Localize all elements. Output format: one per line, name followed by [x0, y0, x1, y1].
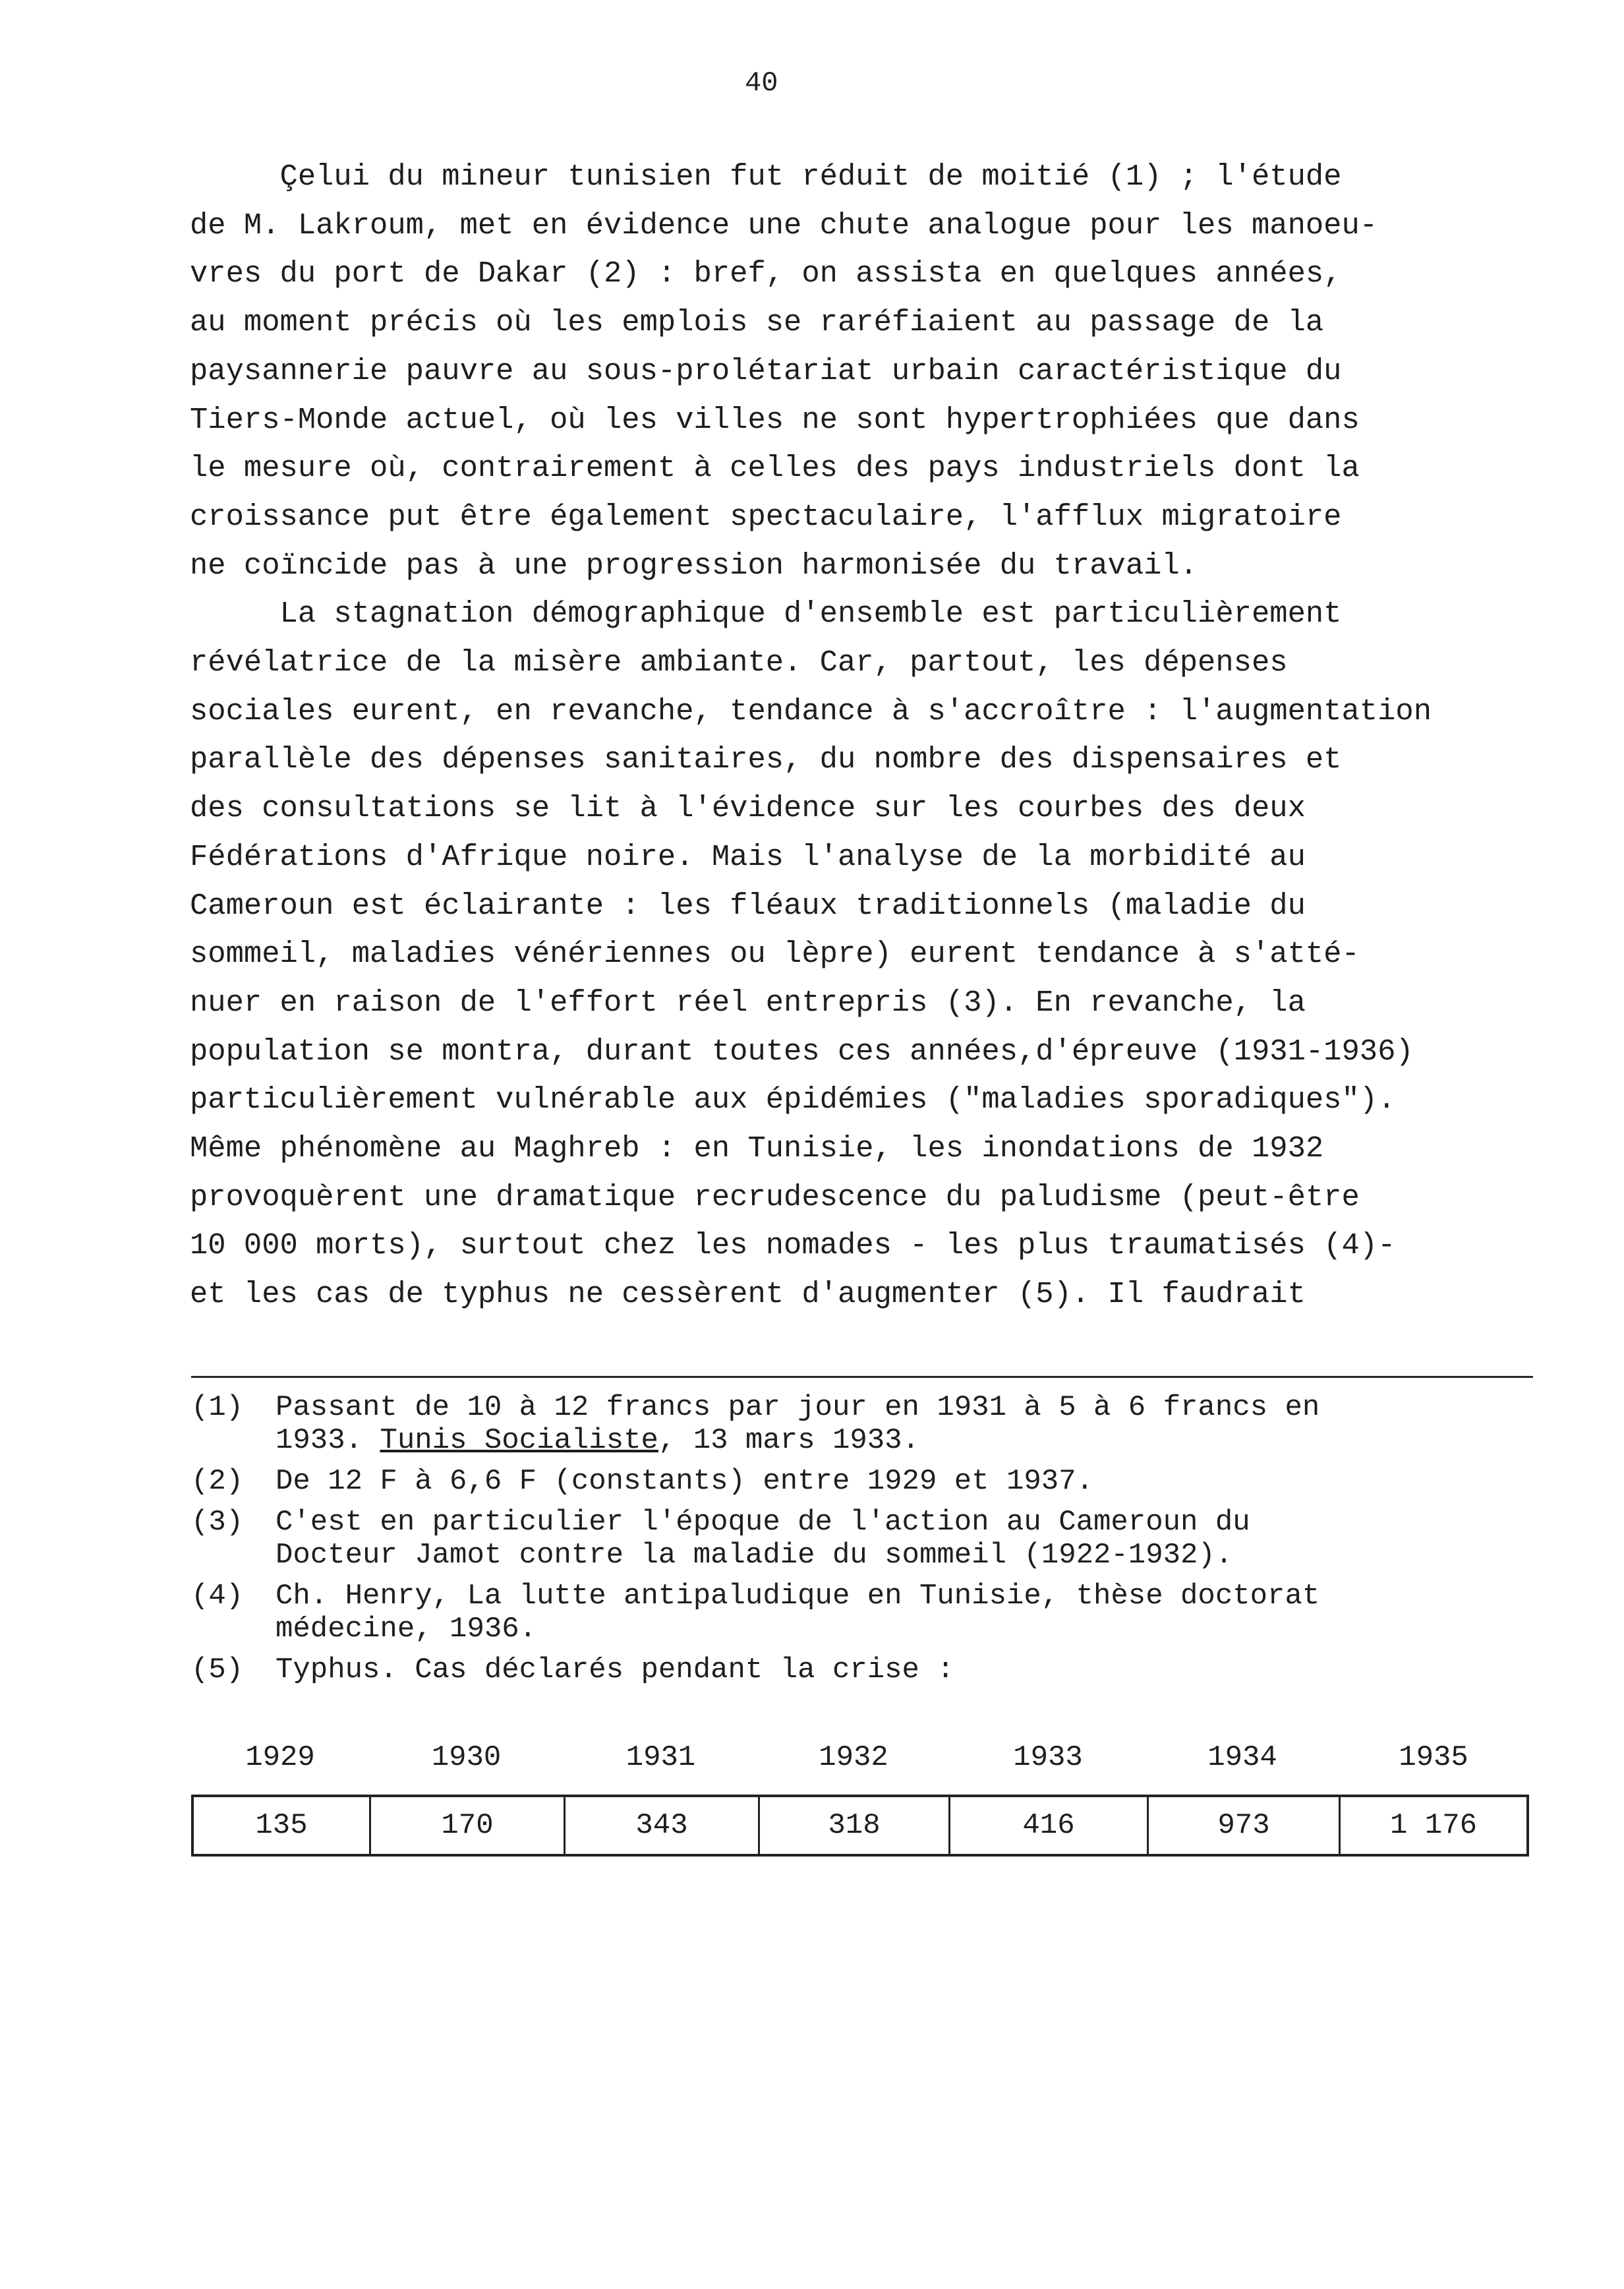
- year-label: 1930: [431, 1741, 502, 1774]
- body-line: Fédérations d'Afrique noire. Mais l'analyse de la morbidité au: [190, 839, 1306, 874]
- footnote-line: Ch. Henry, La lutte antipaludique en Tunisie, thèse doctorat: [276, 1580, 1320, 1613]
- body-line: de M. Lakroum, met en évidence une chute analogue pour les manoeu-: [190, 208, 1378, 243]
- body-line: parallèle des dépenses sanitaires, du nombre des dispensaires et: [190, 742, 1342, 777]
- footnote-mark: (1): [191, 1391, 244, 1424]
- footnote-line: Docteur Jamot contre la maladie du sommeil (1922-1932).: [276, 1539, 1233, 1572]
- year-label: 1932: [819, 1741, 888, 1774]
- body-line: Même phénomène au Maghreb : en Tunisie, les inondations de 1932: [190, 1131, 1324, 1166]
- body-line: sociales eurent, en revanche, tendance à s'accroître : l'augmentation: [190, 694, 1432, 728]
- year-label: 1935: [1399, 1741, 1468, 1774]
- body-line: vres du port de Dakar (2) : bref, on assista en quelques années,: [190, 256, 1342, 291]
- page-number: 40: [745, 67, 778, 99]
- body-line: paysannerie pauvre au sous-prolétariat urbain caractéristique du: [190, 353, 1342, 388]
- body-line: et les cas de typhus ne cessèrent d'augmenter (5). Il faudrait: [190, 1277, 1306, 1312]
- footnote-fragment: , 13 mars 1933.: [658, 1424, 919, 1457]
- footnote-line: De 12 F à 6,6 F (constants) entre 1929 et 1937.: [276, 1465, 1094, 1498]
- footnote-fragment: 1933.: [276, 1424, 380, 1457]
- typhus-year-row: [191, 1739, 1529, 1776]
- footnotes: [191, 1391, 1575, 1694]
- body-line: 10 000 morts), surtout chez les nomades - les plus traumatisés (4)-: [190, 1228, 1396, 1263]
- footnote-text: [276, 1465, 1093, 1498]
- footnote-line: C'est en particulier l'époque de l'action au Cameroun du: [276, 1506, 1250, 1539]
- body-line: provoquèrent une dramatique recrudescence du paludisme (peut-être: [190, 1179, 1360, 1214]
- footnote-mark: (2): [191, 1465, 244, 1498]
- body-line: particulièrement vulnérable aux épidémies ("maladies sporadiques").: [190, 1083, 1396, 1117]
- newspaper-title: Tunis Socialiste: [380, 1424, 658, 1457]
- body-line: ne coïncide pas à une progression harmonisée du travail.: [190, 548, 1198, 583]
- body-line: au moment précis où les emplois se raréfiaient au passage de la: [190, 305, 1324, 340]
- body-line: le mesure où, contrairement à celles des pays industriels dont la: [190, 451, 1360, 486]
- footnote-line: [276, 1424, 1320, 1457]
- body-line: population se montra, durant toutes ces années,d'épreuve (1931-1936): [190, 1034, 1414, 1069]
- body-line: croissance put être également spectaculaire, l'afflux migratoire: [190, 499, 1342, 534]
- year-label: 1931: [625, 1741, 696, 1774]
- body-line: Tiers-Monde actuel, où les villes ne sont hypertrophiées que dans: [190, 402, 1360, 437]
- table-cell: 416: [950, 1796, 1148, 1855]
- year-label: 1929: [245, 1741, 315, 1774]
- body-line: Cameroun est éclairante : les fléaux traditionnels (maladie du: [190, 888, 1306, 923]
- footnote-line: Typhus. Cas déclarés pendant la crise :: [276, 1653, 954, 1686]
- table-cell: 318: [759, 1796, 950, 1855]
- footnote-mark: (4): [191, 1580, 244, 1613]
- year-label: 1933: [1013, 1741, 1083, 1774]
- footnote-text: [276, 1391, 1320, 1457]
- body-line: nuer en raison de l'effort réel entrepris (3). En revanche, la: [190, 985, 1306, 1020]
- body-line: des consultations se lit à l'évidence sur les courbes des deux: [190, 791, 1306, 826]
- table-cell: 1 176: [1340, 1796, 1528, 1855]
- table-cell: 135: [192, 1796, 370, 1855]
- table-cell: 170: [370, 1796, 565, 1855]
- footnote-mark: (5): [191, 1653, 244, 1686]
- footnote-mark: (3): [191, 1506, 244, 1539]
- body-line: La stagnation démographique d'ensemble est particulièrement: [190, 597, 1342, 632]
- body-text: [190, 153, 1587, 1319]
- footnote-2: [191, 1465, 1575, 1498]
- footnote-4: [191, 1580, 1575, 1646]
- table-cell: 973: [1148, 1796, 1340, 1855]
- typhus-cases-table: [191, 1795, 1529, 1857]
- year-label: 1934: [1207, 1741, 1277, 1774]
- footnote-divider: [191, 1376, 1533, 1378]
- footnote-1: [191, 1391, 1575, 1457]
- footnote-5: [191, 1653, 1575, 1686]
- footnote-line: médecine, 1936.: [276, 1613, 537, 1646]
- footnote-text: [276, 1580, 1320, 1646]
- body-line: Çelui du mineur tunisien fut réduit de moitié (1) ; l'étude: [190, 160, 1342, 194]
- footnote-text: [276, 1653, 954, 1686]
- footnote-3: [191, 1506, 1575, 1572]
- body-line: révélatrice de la misère ambiante. Car, partout, les dépenses: [190, 645, 1288, 680]
- footnote-text: [276, 1506, 1250, 1572]
- table-row: [192, 1796, 1528, 1855]
- table-cell: 343: [565, 1796, 759, 1855]
- body-line: sommeil, maladies vénériennes ou lèpre) eurent tendance à s'atté-: [190, 937, 1360, 972]
- footnote-line: Passant de 10 à 12 francs par jour en 1931 à 5 à 6 francs en: [276, 1391, 1320, 1424]
